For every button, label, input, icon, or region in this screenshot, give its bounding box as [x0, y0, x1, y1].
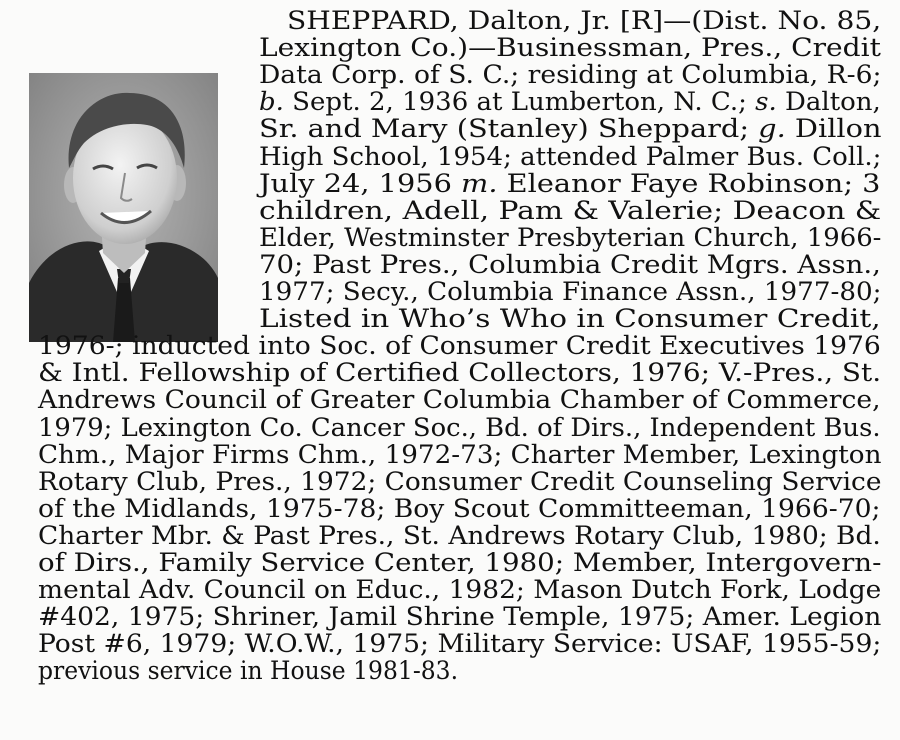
- biography-line: [38, 466, 882, 497]
- biography-text-run: & Intl. Fellowship of Certified Collectors, 1976; V.-Pres., St.: [38, 358, 882, 389]
- biography-abbrev-italic: m.: [461, 168, 498, 199]
- biography-line: [38, 577, 881, 604]
- biography-line: [38, 493, 881, 524]
- biography-line: [38, 631, 881, 658]
- biography-line: [259, 306, 881, 333]
- biography-line: [259, 116, 882, 143]
- biography-text-run: Post #6, 1979; W.O.W., 1975; Military Service: USAF, 1955-59;: [38, 629, 882, 660]
- biography-line: [259, 141, 882, 172]
- biography-text-run: mental Adv. Council on Educ., 1982; Mason Dutch Fork, Lodge: [38, 575, 882, 606]
- biography-text-run: of Dirs., Family Service Center, 1980; Member, Intergovern-: [38, 548, 882, 578]
- biography-line: [38, 550, 881, 577]
- portrait-photo: [29, 73, 218, 342]
- biography-text-run: Dillon: [785, 114, 882, 145]
- biography-line: [259, 62, 881, 89]
- biography-line: [287, 8, 881, 35]
- biography-text-run: previous service in House 1981-83.: [38, 656, 459, 687]
- biography-line: [38, 520, 881, 551]
- biography-abbrev-italic: s.: [755, 87, 777, 118]
- biography-text-run: Rotary Club, Pres., 1972; Consumer Credit Counseling Service: [38, 466, 882, 497]
- biography-text-run: 1976-; inducted into Soc. of Consumer Credit Executives 1976: [38, 331, 881, 362]
- biography-line: [259, 279, 881, 306]
- biography-text-run: 70; Past Pres., Columbia Credit Mgrs. Assn.,: [259, 249, 881, 280]
- biography-line: [38, 658, 458, 685]
- biography-line: [38, 412, 881, 443]
- biography-text-run: Andrews Council of Greater Columbia Chamber of Commerce,: [38, 385, 881, 416]
- portrait-image: [29, 73, 218, 342]
- biography-text-run: Eleanor Faye Robinson; 3: [497, 168, 881, 199]
- biography-line: [38, 604, 881, 631]
- biography-text-run: Sept. 2, 1936 at Lumberton, N. C.;: [283, 87, 756, 118]
- biography-abbrev-italic: b.: [259, 87, 284, 118]
- biography-line: [259, 168, 881, 199]
- biography-text-run: High School, 1954; attended Palmer Bus. Coll.;: [259, 141, 882, 172]
- biography-line: [259, 249, 881, 280]
- biography-text-run: Lexington Co.)—Businessman, Pres., Credit: [259, 33, 881, 64]
- biography-text-run: 1977; Secy., Columbia Finance Assn., 1977-80;: [259, 277, 882, 307]
- biography-text-run: Listed in Who’s Who in Consumer Credit,: [259, 304, 881, 335]
- biography-line: [38, 387, 881, 414]
- biography-line: [259, 195, 882, 226]
- biography-text-run: SHEPPARD, Dalton, Jr. [R]—(Dist. No. 85,: [287, 6, 882, 36]
- biography-line: [38, 439, 882, 470]
- biography-line: [259, 89, 881, 116]
- biography-line: [259, 35, 881, 62]
- biography-text-run: Sr. and Mary (Stanley) Sheppard;: [259, 114, 759, 145]
- biography-text-run: July 24, 1956: [259, 168, 462, 199]
- biography-text-run: children, Adell, Pam & Valerie; Deacon &: [259, 195, 882, 226]
- biography-text-run: Charter Mbr. & Past Pres., St. Andrews Rotary Club, 1980; Bd.: [38, 520, 881, 551]
- biography-text-run: Dalton,: [776, 87, 881, 118]
- biography-text-run: of the Midlands, 1975-78; Boy Scout Committeeman, 1966-70;: [38, 493, 881, 524]
- biography-text-run: Elder, Westminster Presbyterian Church, 1966-: [259, 222, 882, 253]
- biography-text-run: 1979; Lexington Co. Cancer Soc., Bd. of Dirs., Independent Bus.: [38, 412, 881, 443]
- biography-line: [259, 222, 882, 253]
- biography-line: [38, 333, 881, 360]
- biography-line: [38, 360, 881, 387]
- biography-abbrev-italic: g.: [758, 114, 786, 145]
- biography-text-run: #402, 1975; Shriner, Jamil Shrine Temple, 1975; Amer. Legion: [38, 602, 882, 633]
- biography-text-run: Data Corp. of S. C.; residing at Columbia, R-6;: [259, 60, 882, 91]
- biography-text-run: Chm., Major Firms Chm., 1972-73; Charter Member, Lexington: [38, 439, 882, 470]
